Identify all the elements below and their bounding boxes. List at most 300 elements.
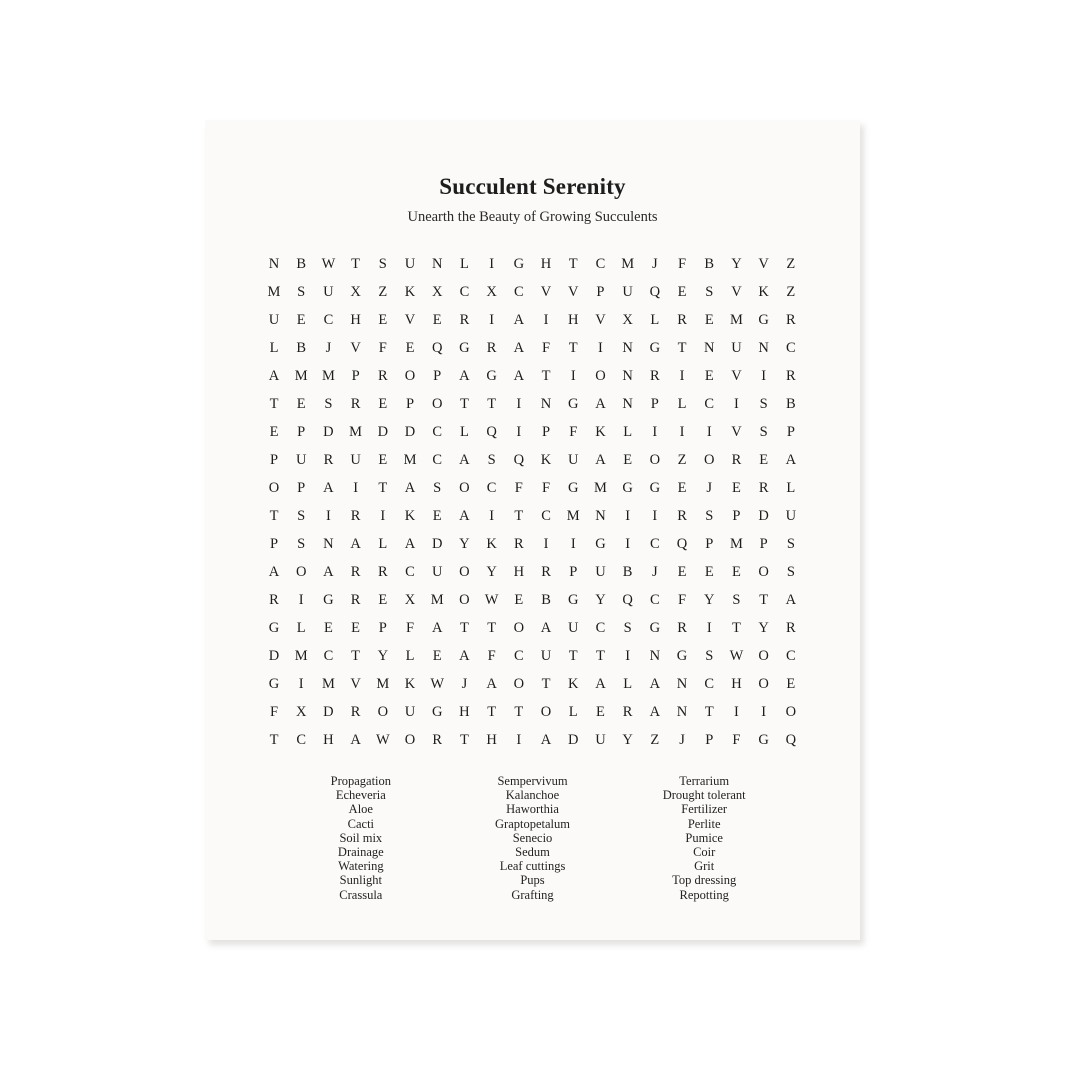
word-list-item[interactable]: Perlite (687, 816, 721, 831)
grid-cell[interactable]: G (459, 339, 470, 356)
grid-cell[interactable]: E (704, 367, 714, 384)
grid-cell[interactable]: T (568, 339, 578, 356)
grid-cell[interactable]: R (350, 563, 361, 580)
grid-cell[interactable]: O (295, 563, 307, 580)
grid-cell[interactable]: T (677, 339, 687, 356)
grid-cell[interactable]: P (705, 731, 714, 748)
grid-cell[interactable]: L (623, 675, 633, 692)
grid-cell[interactable]: E (432, 311, 442, 328)
grid-cell[interactable]: A (268, 367, 280, 384)
grid-cell[interactable]: G (567, 395, 579, 412)
grid-cell[interactable]: R (350, 703, 361, 720)
grid-cell[interactable]: U (622, 283, 633, 300)
grid-cell[interactable]: R (432, 731, 443, 748)
word-list-item[interactable]: Coir (693, 845, 716, 860)
grid-cell[interactable]: S (433, 479, 442, 496)
grid-cell[interactable]: X (295, 703, 307, 720)
grid-cell[interactable]: T (459, 619, 469, 636)
grid-cell[interactable]: O (513, 675, 525, 692)
grid-cell[interactable]: V (595, 311, 606, 328)
grid-cell[interactable]: O (758, 563, 769, 580)
grid-cell[interactable]: N (268, 255, 280, 272)
grid-cell[interactable]: I (516, 731, 522, 748)
grid-cell[interactable]: D (268, 647, 280, 664)
grid-cell[interactable]: J (679, 731, 685, 748)
grid-cell[interactable]: Q (513, 451, 525, 468)
grid-cell[interactable]: E (405, 339, 415, 356)
grid-cell[interactable]: O (268, 479, 280, 496)
grid-cell[interactable]: T (487, 619, 497, 636)
grid-cell[interactable]: O (513, 619, 525, 636)
grid-cell[interactable]: T (704, 703, 714, 720)
grid-cell[interactable]: F (732, 731, 741, 748)
grid-cell[interactable]: A (323, 479, 334, 496)
grid-cell[interactable]: S (786, 535, 795, 552)
grid-cell[interactable]: I (298, 675, 304, 692)
grid-cell[interactable]: H (731, 675, 742, 692)
grid-cell[interactable]: Y (595, 591, 606, 608)
grid-cell[interactable]: P (269, 451, 279, 468)
grid-cell[interactable]: F (269, 703, 279, 720)
grid-cell[interactable]: H (350, 311, 361, 328)
grid-cell[interactable]: J (325, 339, 332, 356)
grid-cell[interactable]: R (350, 591, 361, 608)
grid-cell[interactable]: E (786, 675, 796, 692)
grid-cell[interactable]: I (761, 367, 767, 384)
grid-cell[interactable]: Z (378, 283, 388, 300)
grid-cell[interactable]: E (269, 423, 279, 440)
grid-cell[interactable]: A (459, 507, 470, 524)
grid-cell[interactable]: Y (731, 255, 742, 272)
grid-cell[interactable]: O (758, 675, 769, 692)
grid-cell[interactable]: C (323, 311, 334, 328)
grid-cell[interactable]: H (323, 731, 334, 748)
grid-cell[interactable]: A (540, 619, 552, 636)
grid-cell[interactable]: U (595, 731, 606, 748)
grid-cell[interactable]: L (296, 619, 306, 636)
grid-cell[interactable]: R (513, 535, 524, 552)
word-list-item[interactable]: Crassula (339, 887, 383, 902)
grid-cell[interactable]: X (350, 283, 361, 300)
grid-cell[interactable]: V (731, 423, 742, 440)
grid-cell[interactable]: I (706, 619, 712, 636)
grid-cell[interactable]: T (596, 647, 605, 664)
grid-cell[interactable]: D (567, 731, 579, 748)
grid-cell[interactable]: S (297, 507, 306, 524)
grid-cell[interactable]: U (567, 451, 579, 468)
grid-cell[interactable]: O (595, 367, 606, 384)
grid-cell[interactable]: P (786, 423, 795, 440)
grid-cell[interactable]: G (595, 535, 606, 552)
grid-cell[interactable]: X (622, 311, 633, 328)
grid-cell[interactable]: E (623, 451, 633, 468)
grid-cell[interactable]: N (622, 367, 633, 384)
grid-cell[interactable]: S (705, 283, 714, 300)
grid-cell[interactable]: I (625, 535, 631, 552)
grid-cell[interactable]: R (731, 451, 742, 468)
grid-cell[interactable]: M (321, 367, 335, 384)
grid-cell[interactable]: R (786, 367, 796, 384)
word-list-item[interactable]: Watering (338, 859, 384, 874)
grid-cell[interactable]: G (513, 255, 525, 272)
grid-cell[interactable]: A (431, 619, 443, 636)
grid-cell[interactable]: H (540, 255, 552, 272)
grid-cell[interactable]: G (758, 731, 769, 748)
grid-cell[interactable]: A (785, 591, 797, 608)
grid-cell[interactable]: P (433, 367, 442, 384)
grid-cell[interactable]: G (268, 675, 280, 692)
grid-cell[interactable]: B (622, 563, 633, 580)
grid-cell[interactable]: R (350, 507, 361, 524)
grid-cell[interactable]: R (486, 339, 497, 356)
grid-cell[interactable]: D (431, 535, 443, 552)
grid-cell[interactable]: I (570, 535, 576, 552)
grid-cell[interactable]: B (704, 255, 715, 272)
grid-cell[interactable]: I (489, 311, 495, 328)
grid-cell[interactable]: C (595, 619, 606, 636)
grid-cell[interactable]: T (541, 367, 551, 384)
grid-cell[interactable]: B (541, 591, 551, 608)
grid-cell[interactable]: N (676, 675, 688, 692)
grid-cell[interactable]: W (484, 591, 499, 608)
grid-cell[interactable]: O (649, 451, 661, 468)
grid-cell[interactable]: A (595, 451, 606, 468)
grid-cell[interactable]: F (514, 479, 523, 496)
grid-cell[interactable]: I (516, 423, 522, 440)
grid-cell[interactable]: T (269, 507, 279, 524)
grid-cell[interactable]: E (596, 703, 605, 720)
grid-cell[interactable]: V (540, 283, 552, 300)
grid-cell[interactable]: Q (676, 535, 688, 552)
word-list-item[interactable]: Terrarium (679, 774, 730, 788)
grid-cell[interactable]: B (296, 255, 307, 272)
grid-cell[interactable]: E (704, 563, 714, 580)
grid-cell[interactable]: T (378, 479, 388, 496)
grid-cell[interactable]: C (786, 647, 796, 664)
grid-cell[interactable]: I (298, 591, 304, 608)
grid-cell[interactable]: O (459, 591, 470, 608)
grid-cell[interactable]: I (570, 367, 576, 384)
grid-cell[interactable]: L (269, 339, 279, 356)
grid-cell[interactable]: R (323, 451, 334, 468)
grid-cell[interactable]: U (595, 563, 606, 580)
grid-cell[interactable]: Q (622, 591, 633, 608)
grid-cell[interactable]: G (323, 591, 334, 608)
grid-cell[interactable]: S (705, 647, 714, 664)
grid-cell[interactable]: Z (650, 731, 660, 748)
grid-cell[interactable]: R (677, 619, 687, 636)
grid-cell[interactable]: T (351, 647, 361, 664)
grid-cell[interactable]: L (677, 395, 687, 412)
grid-cell[interactable]: F (405, 619, 415, 636)
grid-cell[interactable]: R (786, 619, 796, 636)
grid-cell[interactable]: I (380, 507, 386, 524)
grid-cell[interactable]: T (459, 731, 469, 748)
grid-cell[interactable]: R (377, 367, 388, 384)
grid-cell[interactable]: O (785, 703, 797, 720)
grid-cell[interactable]: E (378, 591, 388, 608)
grid-cell[interactable]: A (459, 367, 470, 384)
grid-cell[interactable]: M (730, 535, 743, 552)
word-list-item[interactable]: Leaf cuttings (499, 859, 566, 874)
grid-cell[interactable]: E (732, 563, 741, 580)
grid-cell[interactable]: E (677, 283, 687, 300)
grid-cell[interactable]: K (404, 283, 416, 300)
grid-cell[interactable]: S (297, 283, 306, 300)
grid-cell[interactable]: R (677, 311, 687, 328)
grid-cell[interactable]: U (785, 507, 797, 524)
grid-cell[interactable]: C (650, 591, 660, 608)
grid-cell[interactable]: Y (377, 647, 389, 664)
grid-cell[interactable]: I (734, 395, 739, 412)
grid-cell[interactable]: D (404, 423, 416, 440)
grid-cell[interactable]: I (761, 703, 767, 720)
grid-cell[interactable]: E (378, 395, 388, 412)
grid-cell[interactable]: S (759, 395, 768, 412)
grid-cell[interactable]: E (704, 311, 714, 328)
grid-cell[interactable]: F (541, 339, 551, 356)
grid-cell[interactable]: L (405, 647, 415, 664)
grid-cell[interactable]: P (405, 395, 415, 412)
grid-cell[interactable]: Y (486, 563, 497, 580)
grid-cell[interactable]: L (378, 535, 388, 552)
grid-cell[interactable]: A (350, 535, 361, 552)
grid-cell[interactable]: D (758, 507, 769, 524)
grid-cell[interactable]: F (678, 255, 687, 272)
grid-cell[interactable]: I (652, 423, 658, 440)
grid-cell[interactable]: M (430, 591, 444, 608)
word-list-item[interactable]: Pups (520, 873, 545, 888)
grid-cell[interactable]: U (323, 283, 334, 300)
grid-cell[interactable]: G (567, 479, 579, 496)
grid-cell[interactable]: M (566, 507, 580, 524)
grid-cell[interactable]: A (459, 451, 470, 468)
grid-cell[interactable]: M (593, 479, 607, 496)
grid-cell[interactable]: I (652, 507, 658, 524)
grid-cell[interactable]: F (487, 647, 496, 664)
grid-cell[interactable]: P (705, 535, 714, 552)
word-list-item[interactable]: Sunlight (339, 873, 383, 888)
grid-cell[interactable]: F (378, 339, 387, 356)
grid-cell[interactable]: A (540, 731, 552, 748)
grid-cell[interactable]: L (459, 255, 469, 272)
grid-cell[interactable]: S (732, 591, 741, 608)
word-list-item[interactable]: Aloe (348, 802, 373, 817)
grid-cell[interactable]: C (432, 451, 443, 468)
grid-cell[interactable]: G (567, 591, 579, 608)
grid-cell[interactable]: C (541, 507, 551, 524)
grid-cell[interactable]: O (459, 479, 470, 496)
grid-cell[interactable]: R (377, 563, 388, 580)
grid-cell[interactable]: H (513, 563, 525, 580)
grid-cell[interactable]: Y (622, 731, 633, 748)
grid-cell[interactable]: O (459, 563, 470, 580)
grid-cell[interactable]: A (350, 731, 361, 748)
grid-cell[interactable]: W (729, 647, 744, 664)
grid-cell[interactable]: R (541, 563, 551, 580)
grid-cell[interactable]: C (486, 479, 497, 496)
grid-cell[interactable]: S (487, 451, 496, 468)
grid-cell[interactable]: J (706, 479, 713, 496)
word-list-item[interactable]: Kalanchoe (505, 788, 560, 803)
grid-cell[interactable]: S (786, 563, 795, 580)
word-list-item[interactable]: Pumice (685, 830, 723, 845)
grid-cell[interactable]: A (513, 339, 525, 356)
grid-cell[interactable]: C (405, 563, 415, 580)
grid-cell[interactable]: Q (649, 283, 661, 300)
word-list-item[interactable]: Soil mix (339, 830, 383, 845)
grid-cell[interactable]: K (567, 675, 579, 692)
grid-cell[interactable]: L (650, 311, 660, 328)
grid-cell[interactable]: Q (486, 423, 497, 440)
grid-cell[interactable]: N (540, 395, 552, 412)
grid-cell[interactable]: V (404, 311, 416, 328)
grid-cell[interactable]: P (297, 423, 306, 440)
grid-cell[interactable]: C (786, 339, 796, 356)
grid-cell[interactable]: X (486, 283, 497, 300)
grid-cell[interactable]: W (321, 255, 336, 272)
grid-cell[interactable]: O (377, 703, 389, 720)
grid-cell[interactable]: U (268, 311, 280, 328)
grid-cell[interactable]: O (404, 367, 416, 384)
grid-cell[interactable]: O (540, 703, 552, 720)
grid-cell[interactable]: Y (459, 535, 470, 552)
grid-cell[interactable]: T (459, 395, 469, 412)
grid-cell[interactable]: T (269, 731, 279, 748)
grid-cell[interactable]: V (350, 675, 361, 692)
grid-cell[interactable]: G (268, 619, 280, 636)
grid-cell[interactable]: R (459, 311, 470, 328)
grid-cell[interactable]: T (514, 703, 524, 720)
grid-cell[interactable]: V (567, 283, 579, 300)
grid-cell[interactable]: G (486, 367, 497, 384)
word-list-item[interactable]: Sedum (515, 845, 550, 860)
grid-cell[interactable]: M (349, 423, 363, 440)
grid-cell[interactable]: S (705, 507, 714, 524)
grid-cell[interactable]: R (650, 367, 660, 384)
grid-cell[interactable]: P (569, 563, 578, 580)
word-list-item[interactable]: Fertilizer (681, 802, 728, 817)
word-list-item[interactable]: Echeveria (335, 788, 386, 803)
grid-cell[interactable]: I (543, 535, 549, 552)
grid-cell[interactable]: T (568, 255, 578, 272)
grid-cell[interactable]: H (486, 731, 497, 748)
grid-cell[interactable]: N (323, 535, 334, 552)
grid-cell[interactable]: W (430, 675, 445, 692)
grid-cell[interactable]: T (269, 395, 279, 412)
word-list-item[interactable]: Propagation (330, 774, 392, 788)
grid-cell[interactable]: M (294, 367, 308, 384)
grid-cell[interactable]: V (731, 283, 742, 300)
grid-cell[interactable]: D (323, 423, 334, 440)
grid-cell[interactable]: C (513, 647, 524, 664)
grid-cell[interactable]: V (350, 339, 361, 356)
grid-cell[interactable]: Y (758, 619, 769, 636)
grid-cell[interactable]: R (350, 395, 361, 412)
grid-cell[interactable]: R (622, 703, 633, 720)
grid-cell[interactable]: E (432, 647, 442, 664)
grid-cell[interactable]: T (732, 619, 741, 636)
grid-cell[interactable]: M (403, 451, 417, 468)
grid-cell[interactable]: E (296, 311, 306, 328)
grid-cell[interactable]: O (404, 731, 416, 748)
grid-cell[interactable]: A (486, 675, 497, 692)
grid-cell[interactable]: Z (786, 255, 796, 272)
grid-cell[interactable]: C (704, 395, 715, 412)
grid-cell[interactable]: G (758, 311, 769, 328)
grid-cell[interactable]: A (513, 367, 525, 384)
grid-cell[interactable]: N (676, 703, 688, 720)
grid-cell[interactable]: P (297, 479, 306, 496)
grid-cell[interactable]: L (786, 479, 796, 496)
grid-cell[interactable]: L (568, 703, 578, 720)
grid-cell[interactable]: N (622, 339, 633, 356)
grid-cell[interactable]: E (677, 479, 687, 496)
grid-cell[interactable]: C (459, 283, 470, 300)
grid-cell[interactable]: T (568, 647, 578, 664)
grid-cell[interactable]: I (489, 255, 495, 272)
grid-cell[interactable]: A (513, 311, 525, 328)
grid-cell[interactable]: C (595, 255, 606, 272)
word-list-item[interactable]: Top dressing (672, 873, 737, 888)
grid-cell[interactable]: R (269, 591, 279, 608)
grid-cell[interactable]: N (704, 339, 715, 356)
grid-cell[interactable]: N (595, 507, 606, 524)
grid-cell[interactable]: E (759, 451, 769, 468)
grid-cell[interactable]: X (431, 283, 443, 300)
grid-cell[interactable]: N (431, 255, 443, 272)
grid-cell[interactable]: E (378, 451, 388, 468)
grid-cell[interactable]: K (404, 675, 416, 692)
grid-cell[interactable]: K (540, 451, 552, 468)
grid-cell[interactable]: N (649, 647, 661, 664)
grid-cell[interactable]: S (297, 535, 306, 552)
grid-cell[interactable]: I (679, 423, 685, 440)
grid-cell[interactable]: L (623, 423, 633, 440)
grid-cell[interactable]: M (294, 647, 308, 664)
grid-cell[interactable]: P (732, 507, 741, 524)
grid-cell[interactable]: R (677, 507, 687, 524)
grid-cell[interactable]: G (649, 479, 661, 496)
grid-cell[interactable]: D (377, 423, 389, 440)
grid-cell[interactable]: T (541, 675, 551, 692)
grid-cell[interactable]: J (461, 675, 468, 692)
grid-cell[interactable]: T (487, 395, 497, 412)
grid-cell[interactable]: N (758, 339, 769, 356)
grid-cell[interactable]: I (625, 647, 631, 664)
grid-cell[interactable]: U (404, 255, 416, 272)
grid-cell[interactable]: A (649, 703, 661, 720)
word-list-item[interactable]: Drainage (337, 845, 384, 860)
grid-cell[interactable]: M (321, 675, 335, 692)
grid-cell[interactable]: G (622, 479, 633, 496)
grid-cell[interactable]: O (758, 647, 769, 664)
grid-cell[interactable]: G (649, 619, 661, 636)
grid-cell[interactable]: O (431, 395, 443, 412)
grid-cell[interactable]: F (541, 479, 551, 496)
grid-cell[interactable]: T (514, 507, 524, 524)
grid-cell[interactable]: E (732, 479, 741, 496)
grid-cell[interactable]: K (404, 507, 416, 524)
word-list-item[interactable]: Repotting (679, 887, 729, 902)
word-list-item[interactable]: Graptopetalum (495, 816, 570, 831)
grid-cell[interactable]: D (323, 703, 334, 720)
grid-cell[interactable]: C (432, 423, 443, 440)
grid-cell[interactable]: U (350, 451, 361, 468)
grid-cell[interactable]: Z (786, 283, 796, 300)
grid-cell[interactable]: P (269, 535, 279, 552)
grid-cell[interactable]: A (404, 535, 416, 552)
